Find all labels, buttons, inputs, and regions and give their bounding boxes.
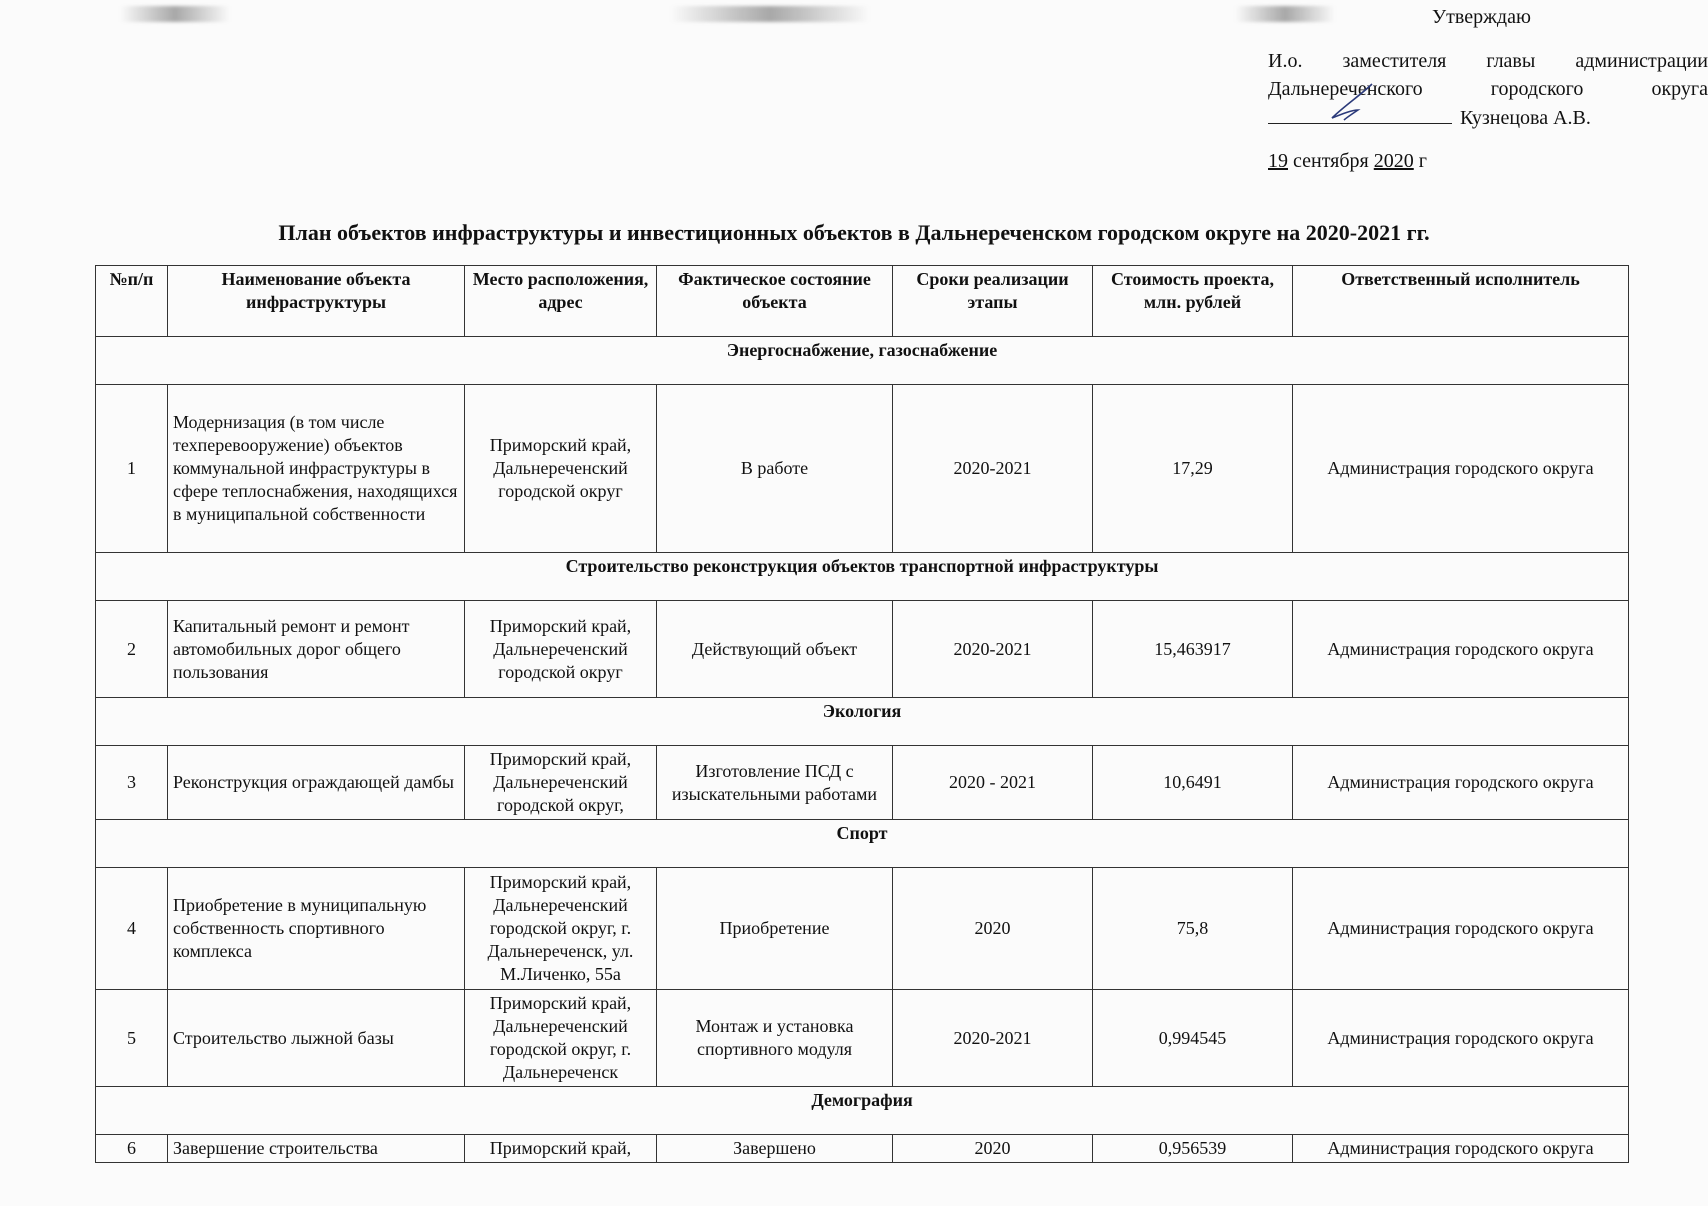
scan-artifact — [120, 6, 230, 22]
cell-executor: Администрация городского округа — [1293, 990, 1629, 1087]
cell-executor: Администрация городского округа — [1293, 868, 1629, 990]
section-title: Спорт — [96, 820, 1629, 868]
section-title: Экология — [96, 698, 1629, 746]
cell-cost: 75,8 — [1093, 868, 1293, 990]
cell-name: Реконструкция ограждающей дамбы — [168, 746, 465, 820]
section-row — [96, 553, 1629, 601]
cell-terms: 2020-2021 — [893, 990, 1093, 1087]
table-row — [96, 990, 1629, 1087]
handwritten-signature — [1322, 80, 1392, 125]
cell-location: Приморский край, Дальнереченский городской округ, г. Дальнереченск — [465, 990, 657, 1087]
cell-state: Монтаж и установка спортивного модуля — [657, 990, 893, 1087]
cell-name: Капитальный ремонт и ремонт автомобильных дорог общего пользования — [168, 601, 465, 698]
infrastructure-plan-table — [95, 265, 1629, 1163]
cell-location: Приморский край, Дальнереченский городской округ, г. Дальнереченск, ул. М.Личенко, 55а — [465, 868, 657, 990]
header-location: Место расположения, адрес — [465, 266, 657, 337]
header-terms: Сроки реализации этапы — [893, 266, 1093, 337]
cell-state: Приобретение — [657, 868, 893, 990]
cell-state: Действующий объект — [657, 601, 893, 698]
table-row — [96, 1135, 1629, 1163]
cell-location: Приморский край, Дальнереченский городской округ — [465, 385, 657, 553]
date-suffix: г — [1418, 150, 1427, 172]
section-row — [96, 820, 1629, 868]
cell-cost: 0,956539 — [1093, 1135, 1293, 1163]
header-executor: Ответственный исполнитель — [1293, 266, 1629, 337]
cell-terms: 2020-2021 — [893, 385, 1093, 553]
section-row — [96, 337, 1629, 385]
cell-state: Изготовление ПСД с изыскательными работами — [657, 746, 893, 820]
scan-artifact — [1235, 6, 1335, 22]
cell-location: Приморский край, Дальнереченский городской округ, — [465, 746, 657, 820]
cell-terms: 2020 — [893, 1135, 1093, 1163]
table-row — [96, 746, 1629, 820]
cell-name: Приобретение в муниципальную собственность спортивного комплекса — [168, 868, 465, 990]
header-name: Наименование объекта инфраструктуры — [168, 266, 465, 337]
cell-cost: 17,29 — [1093, 385, 1293, 553]
header-cost: Стоимость проекта, млн. рублей — [1093, 266, 1293, 337]
cell-cost: 15,463917 — [1093, 601, 1293, 698]
approver-position-line1: И.о. заместителя главы администрации — [1268, 50, 1708, 72]
cell-state: В работе — [657, 385, 893, 553]
approval-word: Утверждаю — [1432, 6, 1531, 28]
signer-name: Кузнецова А.В. — [1460, 107, 1591, 129]
cell-cost: 0,994545 — [1093, 990, 1293, 1087]
document-title: План объектов инфраструктуры и инвестиционных объектов в Дальнереченском городском округе на 2020-2021 гг. — [278, 220, 1430, 245]
cell-executor: Администрация городского округа — [1293, 601, 1629, 698]
cell-num: 2 — [96, 601, 168, 698]
section-row — [96, 698, 1629, 746]
cell-num: 3 — [96, 746, 168, 820]
cell-location: Приморский край, — [465, 1135, 657, 1163]
cell-num: 1 — [96, 385, 168, 553]
approval-date — [1268, 147, 1427, 175]
header-num: №п/п — [96, 266, 168, 337]
cell-terms: 2020-2021 — [893, 601, 1093, 698]
signature-line — [1268, 103, 1591, 132]
cell-location: Приморский край, Дальнереченский городской округ — [465, 601, 657, 698]
table-row — [96, 601, 1629, 698]
cell-terms: 2020 - 2021 — [893, 746, 1093, 820]
scan-artifact — [670, 6, 870, 22]
cell-name: Строительство лыжной базы — [168, 990, 465, 1087]
cell-state: Завершено — [657, 1135, 893, 1163]
cell-num: 4 — [96, 868, 168, 990]
cell-executor: Администрация городского округа — [1293, 385, 1629, 553]
table-row — [96, 868, 1629, 990]
cell-num: 6 — [96, 1135, 168, 1163]
date-month: сентября — [1293, 150, 1369, 172]
header-state: Фактическое состояние объекта — [657, 266, 893, 337]
table-header-row — [96, 266, 1629, 337]
section-title: Строительство реконструкция объектов транспортной инфраструктуры — [96, 553, 1629, 601]
cell-name: Модернизация (в том числе техперевооружение) объектов коммунальной инфраструктуры в сфере теплоснабжения, находящихся в муниципальной собственности — [168, 385, 465, 553]
cell-executor: Администрация городского округа — [1293, 1135, 1629, 1163]
cell-name: Завершение строительства — [168, 1135, 465, 1163]
section-row — [96, 1087, 1629, 1135]
cell-executor: Администрация городского округа — [1293, 746, 1629, 820]
section-title: Демография — [96, 1087, 1629, 1135]
date-day: 19 — [1268, 150, 1288, 172]
table-row — [96, 385, 1629, 553]
section-title: Энергоснабжение, газоснабжение — [96, 337, 1629, 385]
cell-num: 5 — [96, 990, 168, 1087]
date-year: 2020 — [1373, 150, 1414, 172]
approver-position-line2: Дальнереченского городского округа — [1268, 78, 1708, 100]
cell-cost: 10,6491 — [1093, 746, 1293, 820]
cell-terms: 2020 — [893, 868, 1093, 990]
